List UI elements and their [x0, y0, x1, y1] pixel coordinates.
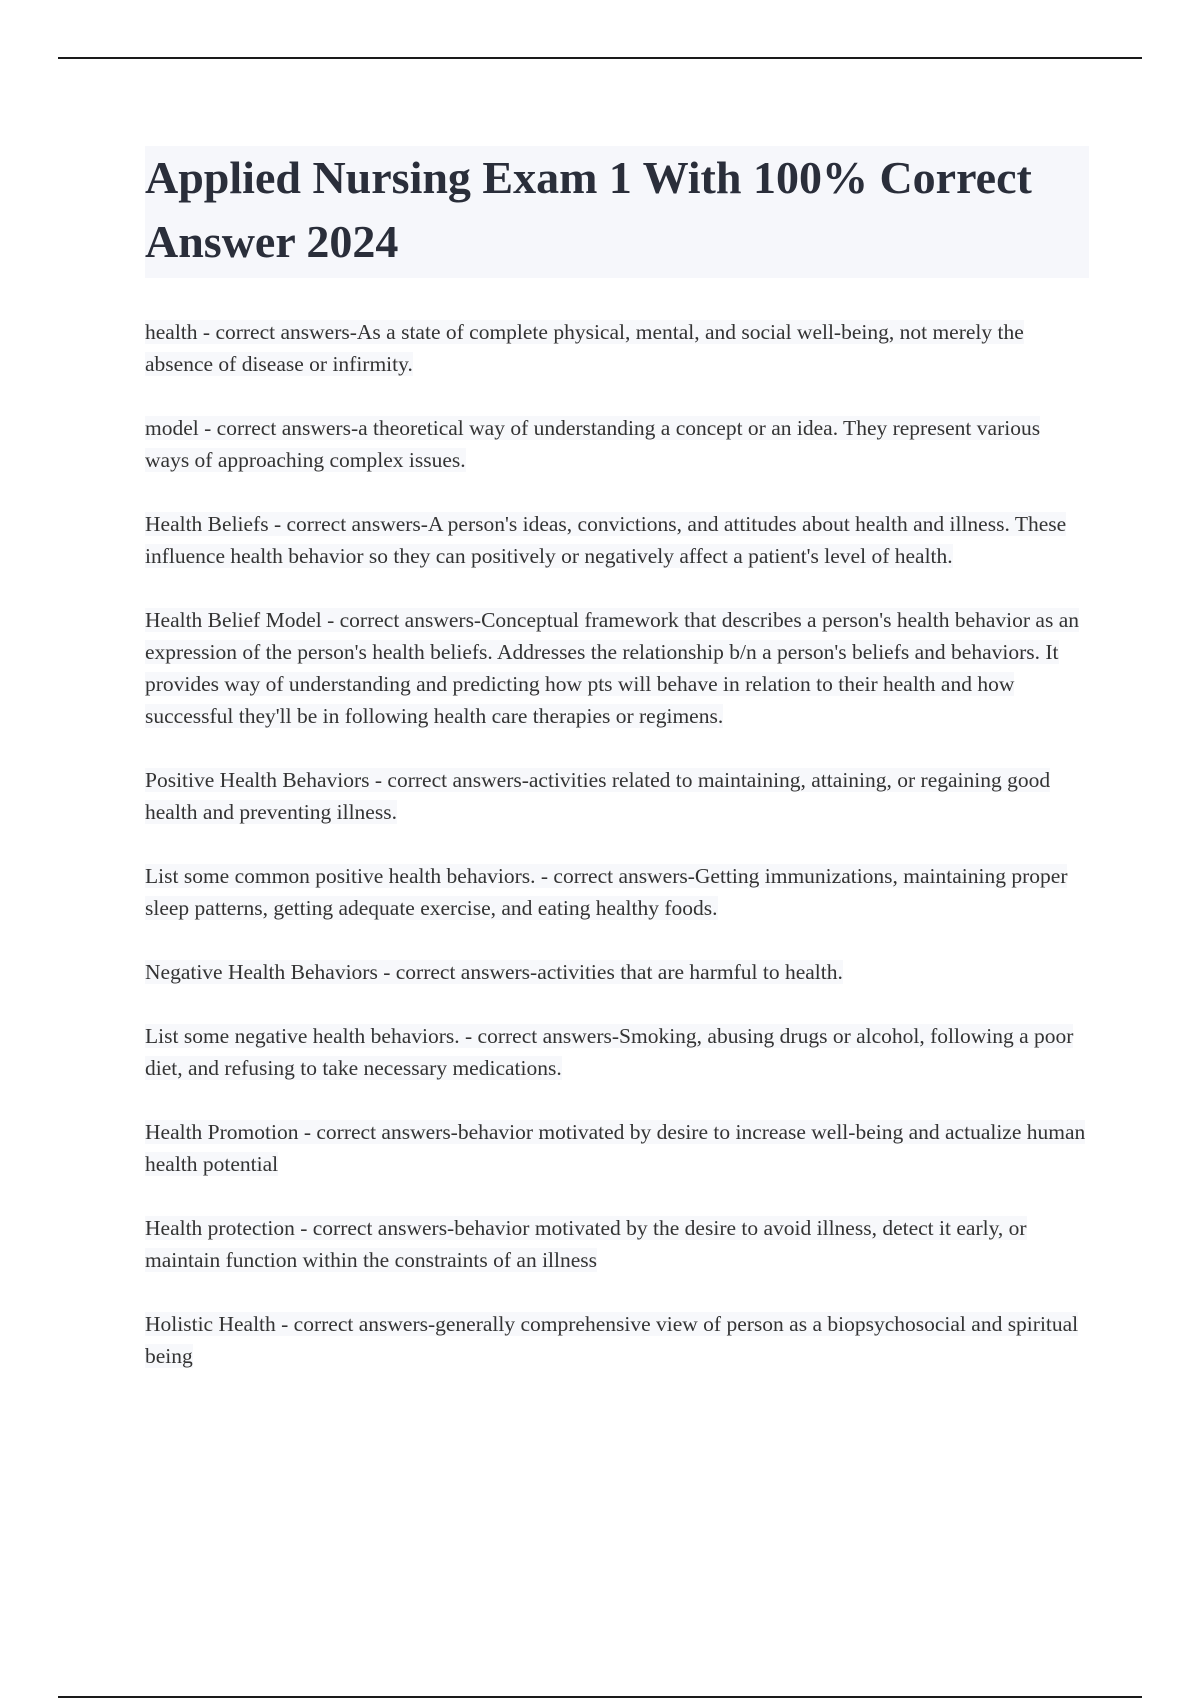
entry-health-beliefs — [145, 508, 1089, 572]
entry-text: health - correct answers-As a state of complete physical, mental, and social well-being, not merely the absence of disease or infirmity. — [145, 320, 1024, 376]
entry-negative-health-behaviors — [145, 956, 1089, 988]
entry-health-protection — [145, 1212, 1089, 1276]
entry-text: Health Belief Model - correct answers-Conceptual framework that describes a person's health behavior as an expression of the person's health beliefs. Addresses the relationship b/n a person's beliefs and behaviors. It provides way of understanding and predicting how pts will behave in relation to their health and how successful they'll be in following health care therapies or regimens. — [145, 608, 1079, 728]
entry-text: Health Beliefs - correct answers-A person's ideas, convictions, and attitudes about health and illness. These influence health behavior so they can positively or negatively affect a patient's level of health. — [145, 512, 1067, 568]
entry-health — [145, 316, 1089, 380]
entry-list-positive-behaviors — [145, 860, 1089, 924]
entry-health-belief-model — [145, 604, 1089, 732]
entry-text: List some negative health behaviors. - correct answers-Smoking, abusing drugs or alcohol, following a poor diet, and refusing to take necessary medications. — [145, 1024, 1074, 1080]
document-body — [145, 146, 1089, 1404]
entry-list-negative-behaviors — [145, 1020, 1089, 1084]
entry-model — [145, 412, 1089, 476]
title-block — [145, 146, 1089, 278]
entry-text: Health Promotion - correct answers-behavior motivated by desire to increase well-being and actualize human health potential — [145, 1120, 1086, 1176]
entry-text: List some common positive health behaviors. - correct answers-Getting immunizations, maintaining proper sleep patterns, getting adequate exercise, and eating healthy foods. — [145, 864, 1068, 920]
entry-text: Positive Health Behaviors - correct answers-activities related to maintaining, attaining, or regaining good health and preventing illness. — [145, 768, 1051, 824]
entry-text: Negative Health Behaviors - correct answers-activities that are harmful to health. — [145, 960, 843, 984]
entry-holistic-health — [145, 1308, 1089, 1372]
document-title: Applied Nursing Exam 1 With 100% Correct Answer 2024 — [145, 152, 1032, 267]
bottom-divider — [58, 1696, 1142, 1698]
entry-positive-health-behaviors — [145, 764, 1089, 828]
top-divider — [58, 57, 1142, 59]
entry-text: Holistic Health - correct answers-generally comprehensive view of person as a biopsychosocial and spiritual being — [145, 1312, 1079, 1368]
entry-text: model - correct answers-a theoretical way of understanding a concept or an idea. They represent various ways of approaching complex issues. — [145, 416, 1041, 472]
entry-text: Health protection - correct answers-behavior motivated by the desire to avoid illness, detect it early, or maintain function within the constraints of an illness — [145, 1216, 1027, 1272]
entry-health-promotion — [145, 1116, 1089, 1180]
